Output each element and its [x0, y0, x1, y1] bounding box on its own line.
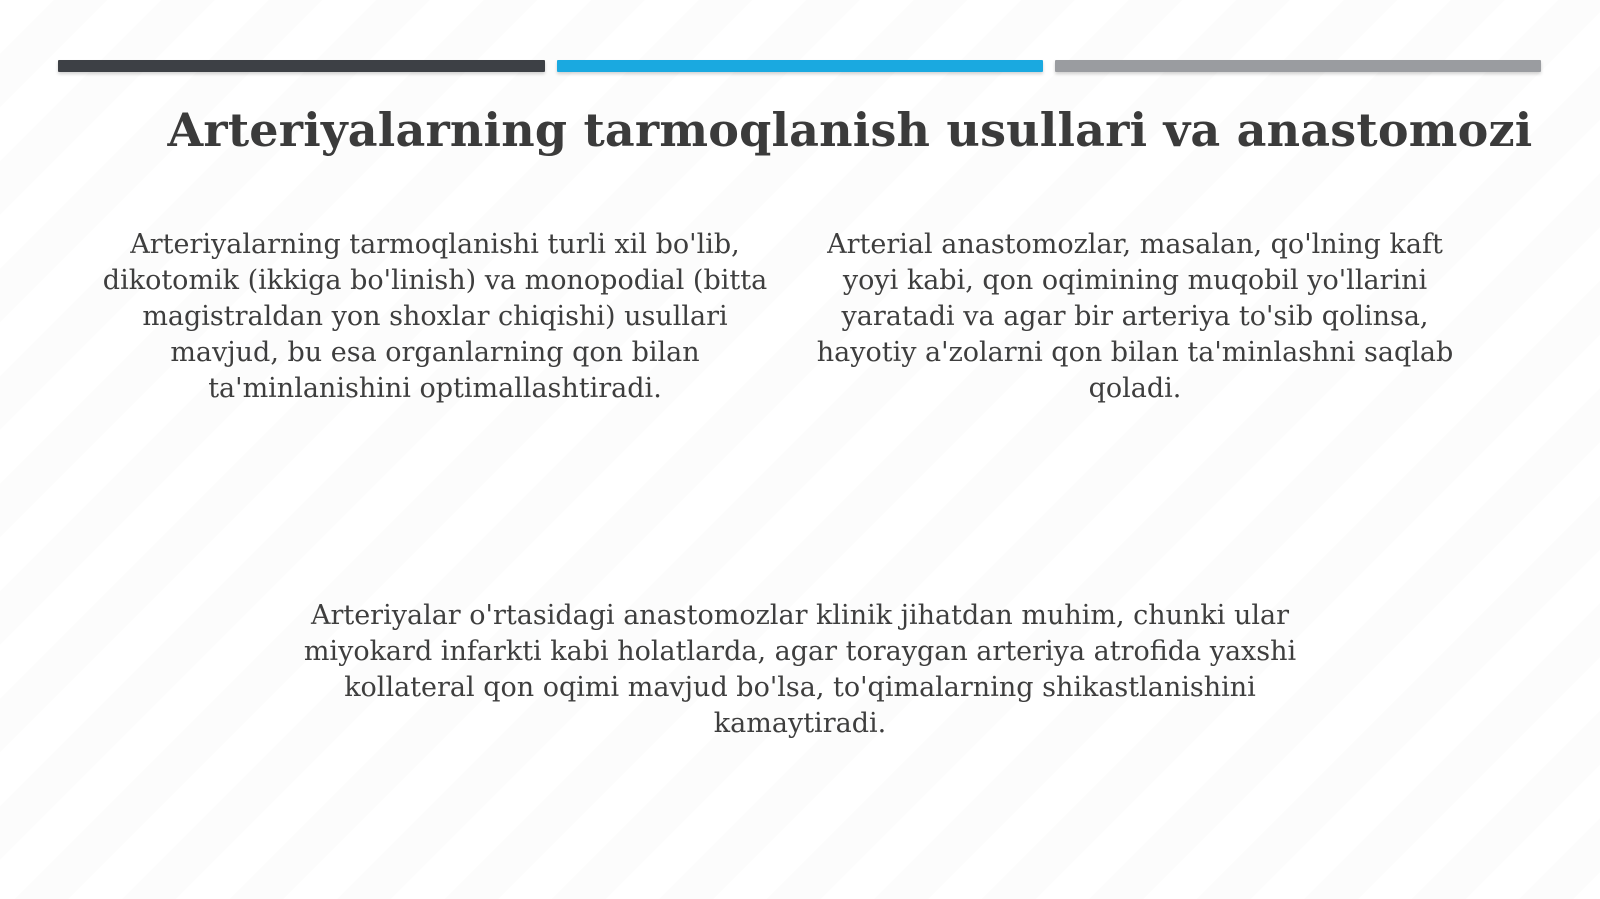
- accent-bar-dark: [58, 60, 545, 72]
- accent-bar-blue: [557, 60, 1043, 72]
- accent-bar-gray: [1055, 60, 1541, 72]
- paragraph-clinical-significance: Arteriyalar o'rtasidagi anastomozlar klinik jihatdan muhim, chunki ular miyokard infarkti kabi holatlarda, agar toraygan arteriya atrofida yaxshi kollateral qon oqimi mavjud bo'lsa, to'qimalarning shikastlanishini kamaytiradi.: [303, 600, 1297, 739]
- paragraph-anastomoses: Arterial anastomozlar, masalan, qo'lning kaft yoyi kabi, qon oqimining muqobil yo'llarini yaratadi va agar bir arteriya to'sib qolinsa, hayotiy a'zolarni qon bilan ta'minlashni saqlab qoladi.: [816, 229, 1454, 404]
- slide-title: Arteriyalarning tarmoqlanish usullari va anastomozi: [167, 103, 1533, 157]
- paragraph-branching: Arteriyalarning tarmoqlanishi turli xil bo'lib, dikotomik (ikkiga bo'linish) va monopodial (bitta magistraldan yon shoxlar chiqishi) usullari mavjud, bu esa organlarning qon bilan ta'minlanishini optimallashtiradi.: [102, 229, 768, 404]
